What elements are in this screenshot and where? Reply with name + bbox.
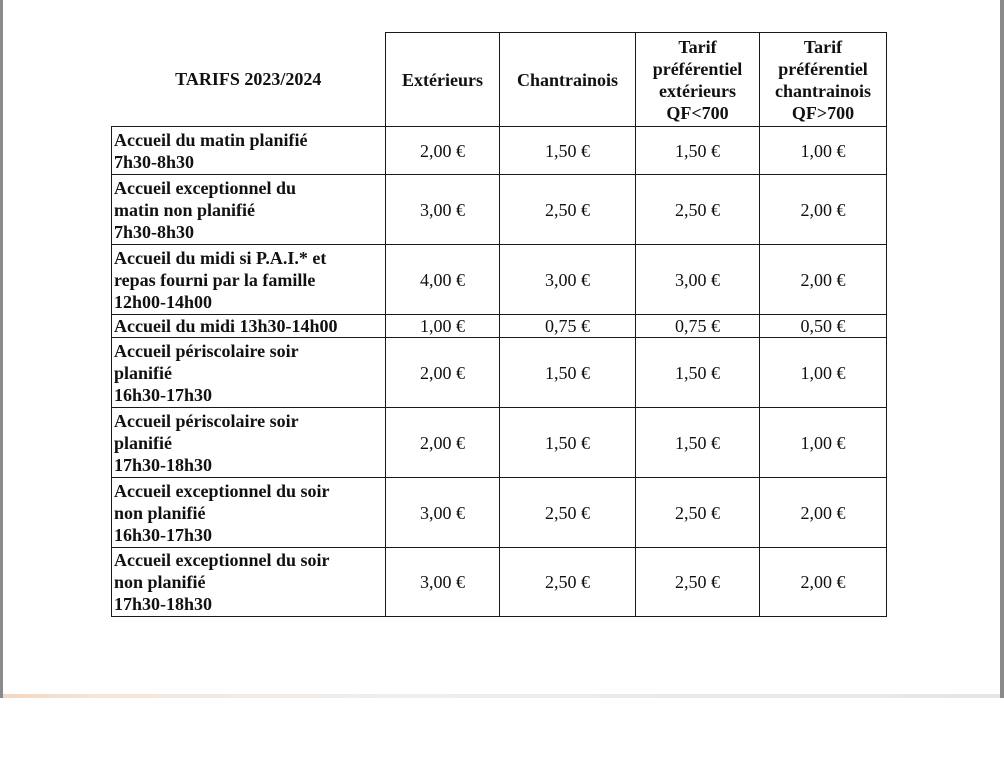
price-cell: 2,00 € <box>386 338 500 408</box>
table-row <box>112 548 887 617</box>
price-cell: 2,50 € <box>636 175 760 245</box>
column-header-tarif-pref-chantrainois: Tarif préférentiel chantrainois QF>700 <box>760 33 887 127</box>
table-row <box>112 478 887 548</box>
price-cell: 4,00 € <box>386 245 500 315</box>
price-cell: 2,00 € <box>760 478 887 548</box>
price-cell: 2,00 € <box>760 245 887 315</box>
table-header-row <box>112 33 887 127</box>
table-title: TARIFS 2023/2024 <box>112 33 386 127</box>
price-cell: 1,50 € <box>500 338 636 408</box>
price-cell: 1,50 € <box>636 127 760 175</box>
price-cell: 1,00 € <box>760 127 887 175</box>
document-page <box>3 0 1000 694</box>
price-cell: 1,00 € <box>386 315 500 338</box>
price-cell: 3,00 € <box>636 245 760 315</box>
row-label: Accueil exceptionnel du soir non planifié 16h30-17h30 <box>112 478 386 548</box>
row-label: Accueil exceptionnel du matin non planifié 7h30-8h30 <box>112 175 386 245</box>
table-row <box>112 315 887 338</box>
price-cell: 3,00 € <box>386 478 500 548</box>
price-cell: 0,75 € <box>500 315 636 338</box>
price-cell: 3,00 € <box>386 175 500 245</box>
column-header-exterieurs: Extérieurs <box>386 33 500 127</box>
price-cell: 2,50 € <box>500 548 636 617</box>
price-cell: 1,50 € <box>500 408 636 478</box>
price-cell: 3,00 € <box>500 245 636 315</box>
price-cell: 2,00 € <box>386 408 500 478</box>
price-cell: 3,00 € <box>386 548 500 617</box>
price-cell: 2,50 € <box>500 478 636 548</box>
row-label: Accueil du matin planifié 7h30-8h30 <box>112 127 386 175</box>
row-label: Accueil du midi si P.A.I.* et repas fourni par la famille 12h00-14h00 <box>112 245 386 315</box>
price-cell: 1,00 € <box>760 408 887 478</box>
row-label: Accueil exceptionnel du soir non planifié 17h30-18h30 <box>112 548 386 617</box>
price-cell: 1,50 € <box>500 127 636 175</box>
price-cell: 0,50 € <box>760 315 887 338</box>
row-label: Accueil du midi 13h30-14h00 <box>112 315 386 338</box>
price-cell: 1,50 € <box>636 338 760 408</box>
table-row <box>112 338 887 408</box>
blank-area <box>0 698 1004 768</box>
price-cell: 2,00 € <box>760 548 887 617</box>
column-header-tarif-pref-exterieurs: Tarif préférentiel extérieurs QF<700 <box>636 33 760 127</box>
price-cell: 2,50 € <box>500 175 636 245</box>
tarifs-table <box>111 32 887 617</box>
table-row <box>112 245 887 315</box>
price-cell: 2,50 € <box>636 548 760 617</box>
price-cell: 1,00 € <box>760 338 887 408</box>
row-label: Accueil périscolaire soir planifié 17h30-18h30 <box>112 408 386 478</box>
table-row <box>112 175 887 245</box>
price-cell: 0,75 € <box>636 315 760 338</box>
price-cell: 2,00 € <box>760 175 887 245</box>
column-header-chantrainois: Chantrainois <box>500 33 636 127</box>
row-label: Accueil périscolaire soir planifié 16h30-17h30 <box>112 338 386 408</box>
price-cell: 2,50 € <box>636 478 760 548</box>
price-cell: 1,50 € <box>636 408 760 478</box>
table-row <box>112 408 887 478</box>
table-row <box>112 127 887 175</box>
price-cell: 2,00 € <box>386 127 500 175</box>
